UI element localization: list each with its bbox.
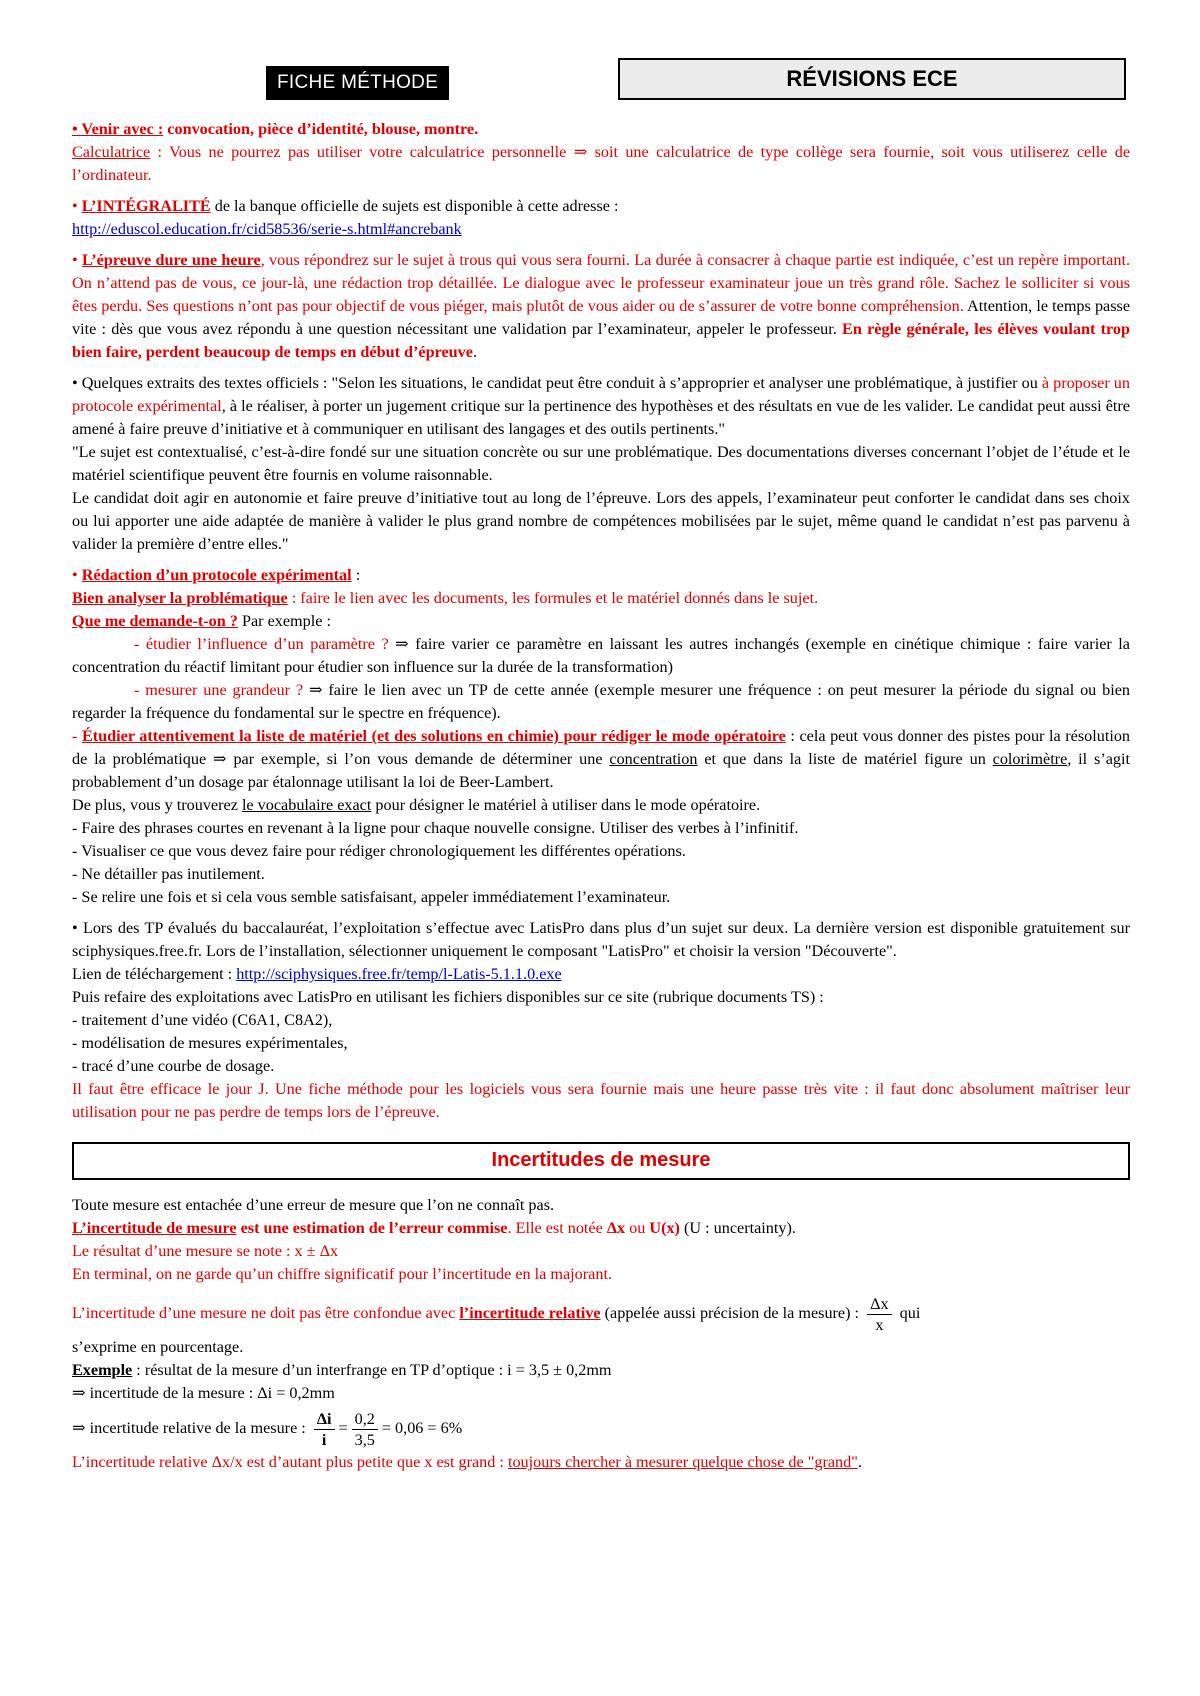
- document-page: [72, 58, 1130, 1474]
- consigne-2: - Visualiser ce que vous devez faire pour rédiger chronologiquement les différentes opérations.: [72, 842, 686, 860]
- value-denominator: 3,5: [354, 1430, 375, 1449]
- relative-text-4: s’exprime en pourcentage.: [72, 1338, 244, 1356]
- problematique-text: : faire le lien avec les documents, les formules et le matériel donnés dans le sujet.: [287, 589, 819, 607]
- concentration-word: concentration: [609, 750, 698, 768]
- bullet: •: [72, 197, 82, 215]
- grandeur-text: ⇒ faire le lien avec un TP de cette année (exemple mesurer une fréquence : on peut mesurer la période du signal ou bien regarder la fréquence du fondamental sur le spectre en fréquence).: [72, 681, 1131, 722]
- incertitudes-section-title: Incertitudes de mesure: [72, 1142, 1130, 1180]
- exemple-absolute: ⇒ incertitude de la mesure : Δi = 0,2mm: [72, 1384, 335, 1402]
- epreuve-label: L’épreuve dure une heure: [81, 251, 261, 269]
- materiel-text-3: , il s’agit probablement d’un dosage par étalonnage utilisant la loi de Beer-Lambert.: [72, 750, 1130, 791]
- textes-red: à proposer un protocole expérimental: [72, 374, 1130, 415]
- banque-text: de la banque officielle de sujets est disponible à cette adresse :: [210, 197, 619, 215]
- fraction-denominator: x: [875, 1315, 884, 1334]
- relative-text-2: (appelée aussi précision de la mesure) :: [600, 1304, 860, 1322]
- venir-avec-text: convocation, pièce d’identité, blouse, montre.: [163, 120, 479, 138]
- protocole-title: Rédaction d’un protocole expérimental: [81, 566, 352, 584]
- equals-sign: =: [338, 1419, 348, 1437]
- relative-text-3: qui: [895, 1304, 921, 1322]
- paragraph-venir-avec: [72, 118, 1130, 187]
- incertitude-intro: Toute mesure est entachée d’une erreur de mesure que l’on ne connaît pas.: [72, 1196, 555, 1214]
- resultat-notation: Le résultat d’une mesure se note : x ± Δx: [72, 1242, 339, 1260]
- paragraph-textes-officiels: [72, 372, 1130, 556]
- delta-i-fraction: [314, 1409, 335, 1450]
- latispro-text-1: • Lors des TP évalués du baccalauréat, l’exploitation s’effectue avec LatisPro dans plus d’un sujet sur deux. La dernière version est disponible gratuitement sur sciphysiques.free.fr. Lors de l’installation, sélectionner uniquement le composant "LatisPro" et choisir la version "Découverte".: [72, 919, 1130, 960]
- vocabulaire-word: le vocabulaire exact: [241, 796, 372, 814]
- venir-avec-label: • Venir avec :: [72, 120, 164, 138]
- chiffre-significatif: En terminal, on ne garde qu’un chiffre significatif pour l’incertitude en la majorant.: [72, 1265, 612, 1283]
- exemple-text: : résultat de la mesure d’un interfrange en TP d’optique : i = 3,5 ± 0,2mm: [132, 1361, 612, 1379]
- paragraph-banque-sujets: [72, 195, 1130, 241]
- latispro-item-2: - modélisation de mesures expérimentales,: [72, 1034, 348, 1052]
- conclusion-text-1: L’incertitude relative Δx/x est d’autant plus petite que x est grand :: [72, 1453, 508, 1471]
- incertitude-mesure-label: L’incertitude de mesure: [72, 1219, 237, 1237]
- delta-i-denominator: i: [321, 1430, 327, 1449]
- materiel-label: Étudier attentivement la liste de matériel (et des solutions en chimie) pour rédiger le mode opératoire: [81, 727, 786, 745]
- latispro-item-3: - tracé d’une courbe de dosage.: [72, 1057, 275, 1075]
- problematique-label: Bien analyser la problématique: [72, 589, 288, 607]
- protocole-colon: :: [351, 566, 361, 584]
- bullet: •: [72, 566, 82, 584]
- epreuve-text-4: .: [472, 343, 477, 361]
- conclusion-text-2: .: [857, 1453, 862, 1471]
- textes-text-1: • Quelques extraits des textes officiels : "Selon les situations, le candidat peut être conduit à s’approprier et analyser une problématique, à justifier ou: [72, 374, 1042, 392]
- ux-notation: U(x): [649, 1219, 680, 1237]
- paragraph-epreuve: [72, 249, 1130, 364]
- incertitudes-content: [72, 1194, 1130, 1474]
- integralite-label: L’INTÉGRALITÉ: [81, 197, 211, 215]
- parametre-text: ⇒ faire varier ce paramètre en laissant les autres inchangés (exemple en cinétique chimique : faire varier la concentration du réactif limitant pour étudier son influence sur la durée de la transformation): [72, 635, 1130, 676]
- incertitude-def-4: (U : uncertainty).: [679, 1219, 796, 1237]
- delta-i-numerator: Δi: [314, 1409, 335, 1430]
- demande-text: Par exemple :: [237, 612, 331, 630]
- consigne-4: - Se relire une fois et si cela vous semble satisfaisant, appeler immédiatement l’examinateur.: [72, 888, 671, 906]
- colorimetre-word: colorimètre: [992, 750, 1068, 768]
- incertitude-def-3: ou: [625, 1219, 650, 1237]
- parametre-label: - étudier l’influence d’un paramètre ?: [134, 635, 389, 653]
- revisions-ece-title: RÉVISIONS ECE: [618, 58, 1126, 100]
- fiche-methode-label: FICHE MÉTHODE: [266, 66, 449, 100]
- incertitude-def-1: est une estimation de l’erreur commise: [236, 1219, 508, 1237]
- relative-fraction: [867, 1294, 892, 1335]
- epreuve-text-2: Attention, le temps passe vite : dès que vous avez répondu à une question nécessitant une validation par l’examinateur, appeler le professeur.: [72, 297, 1130, 338]
- value-fraction: [352, 1409, 378, 1450]
- delta-x-notation: Δx: [606, 1219, 626, 1237]
- download-label: Lien de téléchargement :: [72, 965, 237, 983]
- demande-label: Que me demande-t-on ?: [72, 612, 238, 630]
- paragraph-latispro: [72, 917, 1130, 1124]
- latispro-text-2: Puis refaire des exploitations avec LatisPro en utilisant les fichiers disponibles sur ce site (rubrique documents TS) :: [72, 988, 824, 1006]
- paragraph-protocole: [72, 564, 1130, 909]
- dash: -: [72, 727, 82, 745]
- latispro-warning: Il faut être efficace le jour J. Une fiche méthode pour les logiciels vous sera fournie mais une heure passe très vite : il faut donc absolument maîtriser leur utilisation pour ne pas perdre de temps lors de l’épreuve.: [72, 1080, 1130, 1121]
- conclusion-underlined: toujours chercher à mesurer quelque chose de "grand": [507, 1453, 858, 1471]
- eduscol-link[interactable]: http://eduscol.education.fr/cid58536/serie-s.html#ancrebank: [72, 220, 462, 238]
- textes-text-2: , à le réaliser, à porter un jugement critique sur la pertinence des hypothèses et des résultats en vue de les valider. Le candidat peut aussi être amené à faire preuve d’initiative et à communiquer en utilisant des langages et des outils pertinents.": [72, 397, 1130, 438]
- textes-text-3: "Le sujet est contextualisé, c’est-à-dire fondé sur une situation concrète ou sur une problématique. Des documentations diverses concernant l’objet de l’étude et le matériel scientifique peuvent être fournis en volume raisonnable.: [72, 443, 1130, 484]
- value-numerator: 0,2: [352, 1409, 378, 1430]
- relative-result: = 0,06 = 6%: [381, 1419, 463, 1437]
- download-link[interactable]: http://sciphysiques.free.fr/temp/l-Latis-5.1.1.0.exe: [236, 965, 562, 983]
- exemple-label: Exemple: [72, 1361, 133, 1379]
- vocabulaire-text-1: De plus, vous y trouverez: [72, 796, 242, 814]
- materiel-text-1: : cela peut vous donner des pistes pour la résolution de la problématique ⇒ par exemple, si l’on vous demande de déterminer une: [72, 727, 1131, 768]
- latispro-item-1: - traitement d’une vidéo (C6A1, C8A2),: [72, 1011, 333, 1029]
- epreuve-text-3: En règle générale, les élèves voulant trop bien faire, perdent beaucoup de temps en début d’épreuve: [72, 320, 1130, 361]
- page-header: [72, 58, 1130, 118]
- epreuve-text-1: , vous répondrez sur le sujet à trous qui vous sera fourni. La durée à consacrer à chaque partie est indiquée, c’est un repère important. On n’attend pas de vous, ce jour-là, une rédaction trop détaillée. Le dialogue avec le professeur examinateur joue un très grand rôle. Sachez le solliciter si vous êtes perdu. Ses questions n’ont pas pour objectif de vous piéger, mais plutôt de vous aider ou de s’assurer de votre bonne compréhension.: [72, 251, 1130, 315]
- textes-text-4: Le candidat doit agir en autonomie et faire preuve d’initiative tout au long de l’épreuve. Lors des appels, l’examinateur peut conforter le candidat dans ses choix ou lui apporter une aide adaptée de manière à valider le plus grand nombre de compétences mobilisées par le sujet, même quand le candidat n’est pas parvenu à valider la première d’entre elles.": [72, 489, 1130, 553]
- calculatrice-text: : Vous ne pourrez pas utiliser votre calculatrice personnelle ⇒ soit une calculatrice de type collège sera fournie, soit vous utiliserez celle de l’ordinateur.: [72, 143, 1130, 184]
- fraction-numerator: Δx: [867, 1294, 892, 1315]
- bullet: •: [72, 251, 82, 269]
- calculatrice-label: Calculatrice: [72, 143, 151, 161]
- exemple-relative-label: ⇒ incertitude relative de la mesure :: [72, 1419, 310, 1437]
- incertitude-relative-label: l’incertitude relative: [459, 1304, 601, 1322]
- incertitude-def-2: . Elle est notée: [507, 1219, 607, 1237]
- consigne-3: - Ne détailler pas inutilement.: [72, 865, 265, 883]
- relative-text-1: L’incertitude d’une mesure ne doit pas être confondue avec: [72, 1304, 460, 1322]
- materiel-text-2: et que dans la liste de matériel figure un: [697, 750, 993, 768]
- consigne-1: - Faire des phrases courtes en revenant à la ligne pour chaque nouvelle consigne. Utiliser des verbes à l’infinitif.: [72, 819, 799, 837]
- vocabulaire-text-2: pour désigner le matériel à utiliser dans le mode opératoire.: [371, 796, 761, 814]
- grandeur-label: - mesurer une grandeur ?: [134, 681, 304, 699]
